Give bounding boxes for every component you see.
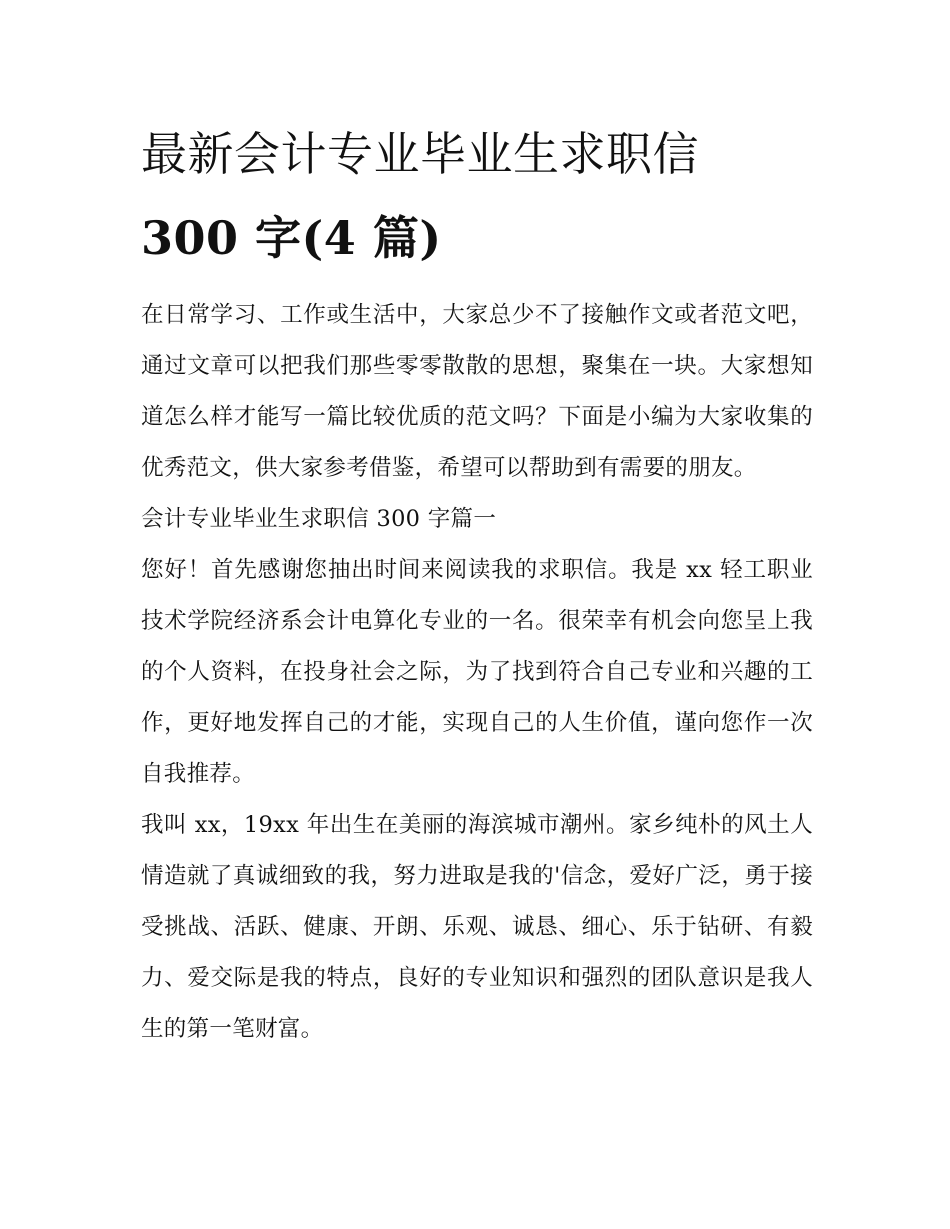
section-heading: 会计专业毕业生求职信 300 字篇一 [141,506,497,532]
greeting-paragraph: 您好！首先感谢您抽出时间来阅读我的求职信。我是 xx 轻工职业技术学院经济系会计电算化专业的一名。很荣幸有机会向您呈上我的个人资料，在投身社会之际，为了找到符合自己专业和兴趣的工作，更好地发挥自己的才能，实现自己的人生价值，谨向您作一次自我推荐。 [141,557,813,787]
intro-paragraph: 在日常学习、工作或生活中，大家总少不了接触作文或者范文吧，通过文章可以把我们那些零零散散的思想，聚集在一块。大家想知道怎么样才能写一篇比较优质的范文吗？下面是小编为大家收集的优秀范文，供大家参考借鉴，希望可以帮助到有需要的朋友。 [141,302,813,481]
document-title [141,112,813,280]
document-body [141,290,813,1055]
self-introduction-paragraph: 我叫 xx，19xx 年出生在美丽的海滨城市潮州。家乡纯朴的风土人情造就了真诚细致的我，努力进取是我的'信念，爱好广泛，勇于接受挑战、活跃、健康、开朗、乐观、诚恳、细心、乐于钻研、有毅力、爱交际是我的特点，良好的专业知识和强烈的团队意识是我人生的第一笔财富。 [141,812,813,1042]
document-content [141,112,813,1055]
title-line-1: 最新会计专业毕业生求职信 [141,127,699,181]
title-line-2: 300 字(4 篇) [141,211,442,265]
